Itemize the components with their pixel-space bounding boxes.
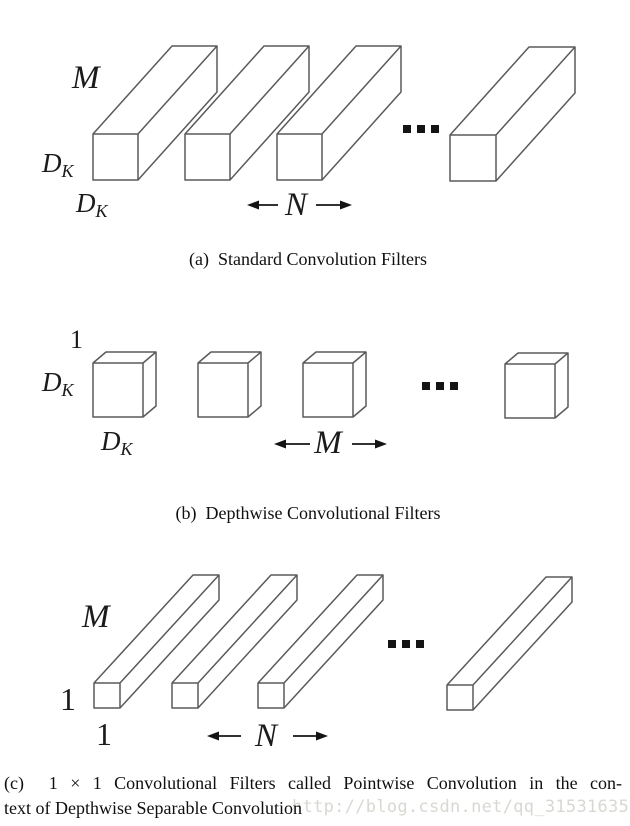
- caption-c-line2: text of Depthwise Separable Convolution: [4, 797, 302, 818]
- panel-c-diagram: [60, 575, 572, 754]
- depthwise-filter-cubes: [93, 352, 568, 418]
- label-dk-bottom: DK: [101, 426, 133, 459]
- left-arrow-icon: [274, 440, 286, 449]
- filter-cube: [93, 352, 156, 417]
- label-count-n: N: [254, 718, 278, 754]
- filter-cube: [198, 352, 261, 417]
- panel-a-diagram: [41, 46, 575, 223]
- label-1-bottom: 1: [96, 716, 112, 752]
- watermark: http://blog.csdn.net/qq_31531635: [292, 797, 630, 817]
- caption-c: [4, 771, 622, 820]
- filter-box: [258, 575, 383, 708]
- ellipsis-dots: [388, 640, 424, 648]
- right-arrow-icon: [340, 201, 352, 210]
- left-arrow-icon: [247, 201, 259, 210]
- label-1-left: 1: [60, 681, 76, 717]
- filter-box: [93, 46, 217, 180]
- filter-box: [447, 577, 572, 710]
- panel-b-diagram: [41, 325, 568, 461]
- caption-c-line1: (c) 1 × 1 Convolutional Filters called Pointwise Convolution in the con-: [4, 773, 622, 793]
- standard-filter-boxes: [93, 46, 575, 181]
- filter-box: [450, 47, 575, 181]
- filter-box: [185, 46, 309, 180]
- pointwise-filter-boxes: [94, 575, 572, 710]
- filter-cube: [303, 352, 366, 417]
- filter-box: [94, 575, 219, 708]
- right-arrow-icon: [316, 732, 328, 741]
- ellipsis-dots: [422, 382, 458, 390]
- filter-cube: [505, 353, 568, 418]
- left-arrow-icon: [207, 732, 219, 741]
- label-dk-left: DK: [42, 367, 74, 400]
- label-depth-m: M: [82, 599, 110, 635]
- right-arrow-icon: [375, 440, 387, 449]
- label-dk-bottom: DK: [76, 188, 108, 221]
- label-count-n: N: [284, 187, 308, 223]
- label-depth-m: M: [72, 60, 100, 96]
- label-dk-left: DK: [42, 148, 74, 181]
- filter-box: [172, 575, 297, 708]
- label-count-m: M: [314, 425, 342, 461]
- ellipsis-dots: [403, 125, 439, 133]
- caption-b: (b) Depthwise Convolutional Filters: [175, 503, 441, 523]
- caption-a: (a) Standard Convolution Filters: [189, 249, 427, 269]
- filter-box: [277, 46, 401, 180]
- label-depth-1: 1: [70, 325, 83, 354]
